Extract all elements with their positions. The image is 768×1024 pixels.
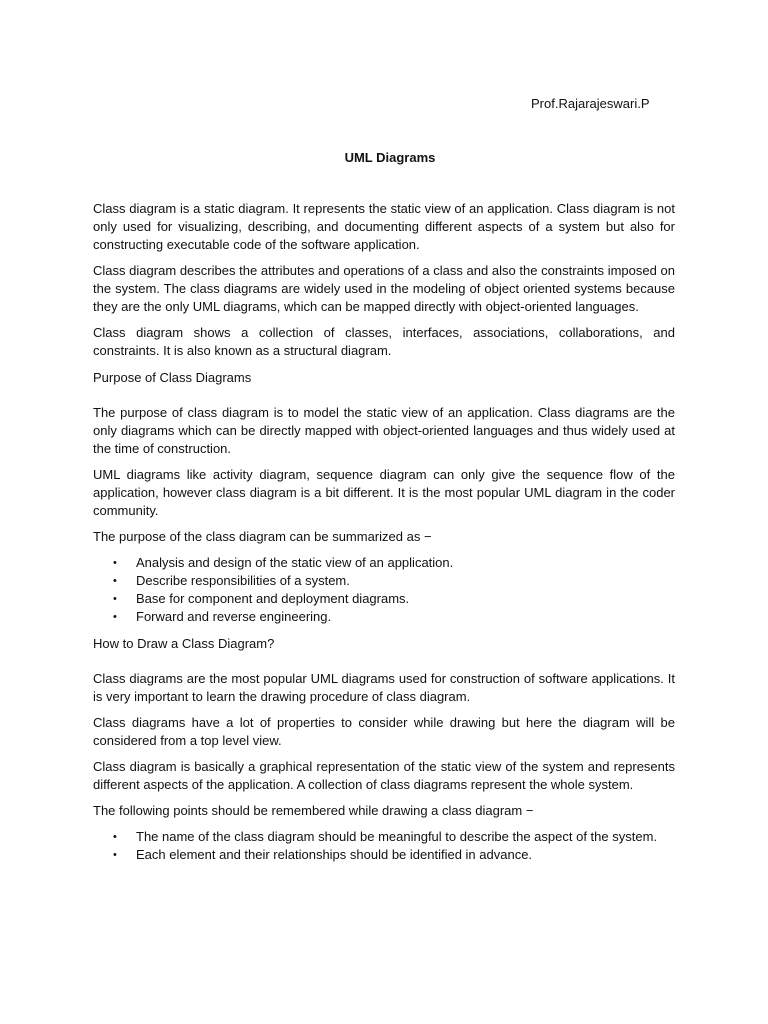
- list-item-text: Describe responsibilities of a system.: [136, 573, 350, 588]
- howto-paragraph: The following points should be remembered while drawing a class diagram −: [93, 803, 534, 818]
- list-item: [93, 846, 675, 864]
- intro-paragraph: Class diagram describes the attributes and operations of a class and also the constraints imposed on the system. The class diagrams are widely used in the modeling of object oriented systems because they are the only UML diagrams, which can be mapped directly with object-oriented languages.: [93, 263, 675, 314]
- purpose-paragraph: The purpose of class diagram is to model the static view of an application. Class diagrams are the only diagrams which can be directly mapped with object-oriented languages and thus widely used at the time of construction.: [93, 405, 675, 456]
- howto-paragraph: Class diagram is basically a graphical representation of the static view of the system and represents different aspects of the application. A collection of class diagrams represent the whole system.: [93, 759, 675, 792]
- purpose-paragraph: The purpose of the class diagram can be summarized as −: [93, 529, 432, 544]
- bullet-icon: •: [113, 831, 117, 843]
- section-heading-howto: How to Draw a Class Diagram?: [93, 636, 275, 651]
- bullet-icon: •: [113, 611, 117, 623]
- howto-paragraph: Class diagrams are the most popular UML diagrams used for construction of software applications. It is very important to learn the drawing procedure of class diagram.: [93, 671, 675, 704]
- list-item: [93, 590, 675, 608]
- author-name: Prof.Rajarajeswari.P: [531, 96, 650, 111]
- list-item-text: Each element and their relationships should be identified in advance.: [136, 847, 533, 862]
- bullet-icon: •: [113, 575, 117, 587]
- list-item: [93, 572, 675, 590]
- list-item: [93, 554, 675, 572]
- intro-paragraph: Class diagram shows a collection of classes, interfaces, associations, collaborations, and constraints. It is also known as a structural diagram.: [93, 325, 675, 358]
- section-heading-purpose: Purpose of Class Diagrams: [93, 370, 252, 385]
- bullet-icon: •: [113, 557, 117, 569]
- purpose-paragraph: UML diagrams like activity diagram, sequence diagram can only give the sequence flow of the application, however class diagram is a bit different. It is the most popular UML diagram in the coder community.: [93, 467, 675, 518]
- list-item-text: Forward and reverse engineering.: [136, 609, 332, 624]
- document-body: [93, 200, 675, 873]
- page-title: UML Diagrams: [344, 150, 436, 165]
- purpose-bullet-list: [93, 554, 675, 626]
- howto-bullet-list: [93, 828, 675, 864]
- list-item-text: Analysis and design of the static view of an application.: [136, 555, 454, 570]
- list-item: [93, 828, 675, 846]
- intro-paragraph: Class diagram is a static diagram. It represents the static view of an application. Class diagram is not only used for visualizing, describing, and documenting different aspects of a system but also for constructing executable code of the software application.: [93, 201, 675, 252]
- bullet-icon: •: [113, 593, 117, 605]
- list-item: [93, 608, 675, 626]
- bullet-icon: •: [113, 849, 117, 861]
- list-item-text: Base for component and deployment diagrams.: [136, 591, 410, 606]
- list-item-text: The name of the class diagram should be meaningful to describe the aspect of the system.: [136, 829, 658, 844]
- howto-paragraph: Class diagrams have a lot of properties to consider while drawing but here the diagram will be considered from a top level view.: [93, 715, 675, 748]
